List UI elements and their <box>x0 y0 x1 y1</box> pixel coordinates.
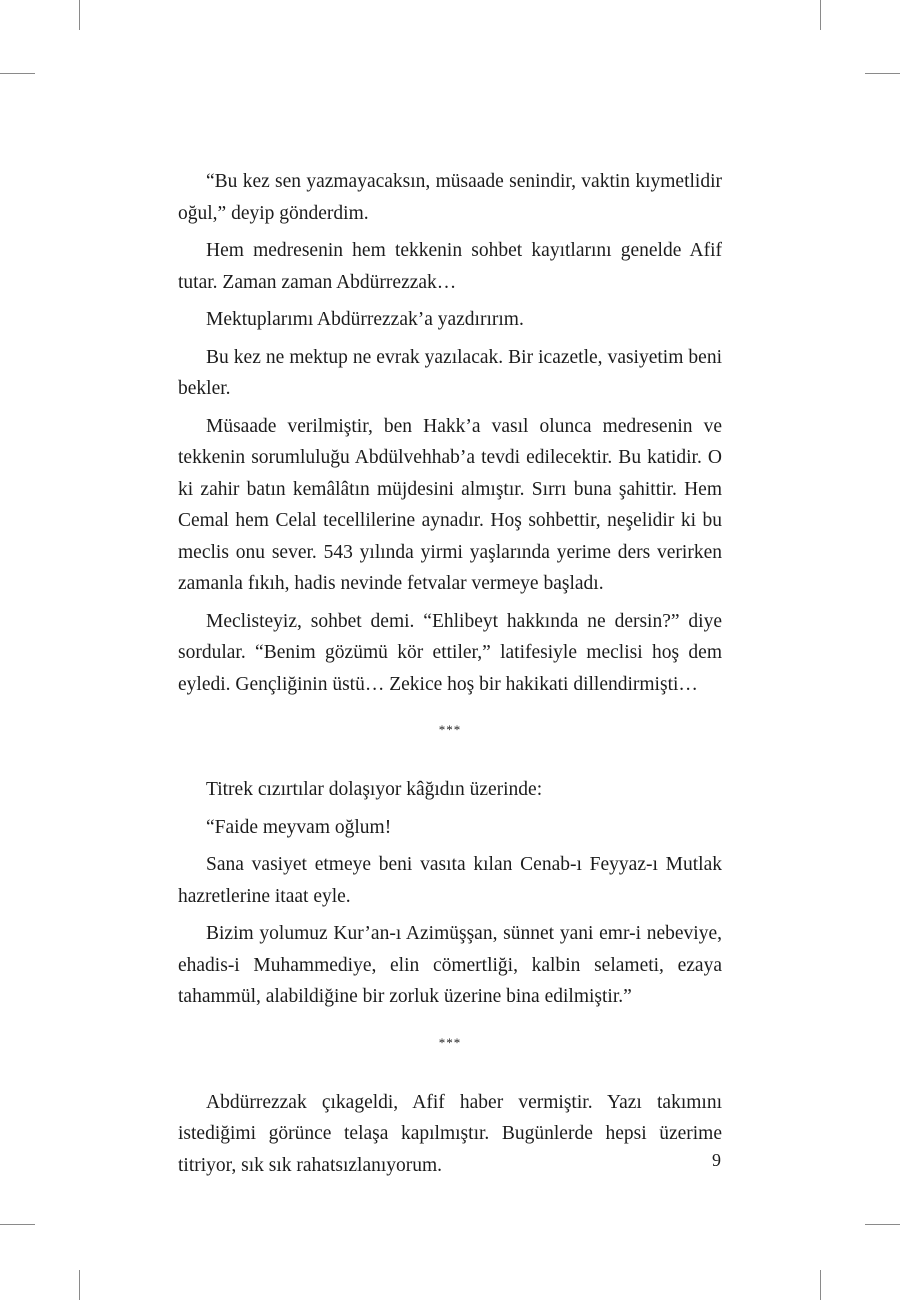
paragraph: Abdürrezzak çıkageldi, Afif haber vermiştir. Yazı takımını istediğimi görünce telaşa kapılmıştır. Bugünlerde hepsi üzerime titriyor, sık sık rahatsızlanıyorum. <box>178 1091 722 1176</box>
paragraph: “Faide meyvam oğlum! <box>206 816 392 838</box>
section-separator: *** <box>438 1034 462 1050</box>
paragraph: Müsaade verilmiştir, ben Hakk’a vasıl olunca medresenin ve tekkenin sorumluluğu Abdülvehhab’a tevdi edilecektir. Bu katidir. O ki zahir batın kemâlâtın müjdesini almıştır. Sırrı buna şahittir. Hem Cemal hem Celal tecellilerine aynadır. Hoş sohbettir, neşelidir ki bu meclis onu sever. 543 yılında yirmi yaşlarında yerime ders verirken zamanla fıkıh, hadis nevinde fetvalar vermeye başladı. <box>178 415 722 594</box>
paragraph: Bizim yolumuz Kur’an-ı Azimüşşan, sünnet yani emr-i nebeviye, ehadis-i Muhammediye, elin cömertliği, kalbin selameti, ezaya tahammül, alabildiğine bir zorluk üzerine bina edilmiştir.” <box>178 923 722 1007</box>
paragraph: Bu kez ne mektup ne evrak yazılacak. Bir icazetle, vasiyetim beni bekler. <box>178 346 722 399</box>
paragraph: Titrek cızırtılar dolaşıyor kâğıdın üzerinde: <box>206 779 543 800</box>
crop-mark-right-bottom <box>865 1224 900 1225</box>
crop-mark-top-left <box>79 0 80 30</box>
paragraph: Meclisteyiz, sohbet demi. “Ehlibeyt hakkında ne dersin?” diye sordular. “Benim gözümü kör ettiler,” latifesiyle meclisi hoş dem eyledi. Gençliğinin üstü… Zekice hoş bir hakikati dillendirmişti… <box>178 610 722 695</box>
page-number: 9 <box>712 1150 721 1170</box>
crop-mark-left-bottom <box>0 1224 35 1225</box>
crop-mark-left-top <box>0 73 35 74</box>
body-text <box>178 166 722 1187</box>
crop-mark-top-right <box>820 0 821 30</box>
paragraph: Hem medresenin hem tekkenin sohbet kayıtlarını genelde Afif tutar. Zaman zaman Abdürrezzak… <box>178 240 722 293</box>
paragraph: Mektuplarımı Abdürrezzak’a yazdırırım. <box>206 309 524 330</box>
crop-mark-right-top <box>865 73 900 74</box>
paragraph: Sana vasiyet etmeye beni vasıta kılan Cenab-ı Feyyaz-ı Mutlak hazretlerine itaat eyle. <box>178 854 722 907</box>
section-separator: *** <box>438 722 462 737</box>
crop-mark-bottom-right <box>820 1270 821 1300</box>
paragraph: “Bu kez sen yazmayacaksın, müsaade senindir, vaktin kıymetlidir oğul,” deyip gönderdim. <box>178 171 722 224</box>
crop-mark-bottom-left <box>79 1270 80 1300</box>
